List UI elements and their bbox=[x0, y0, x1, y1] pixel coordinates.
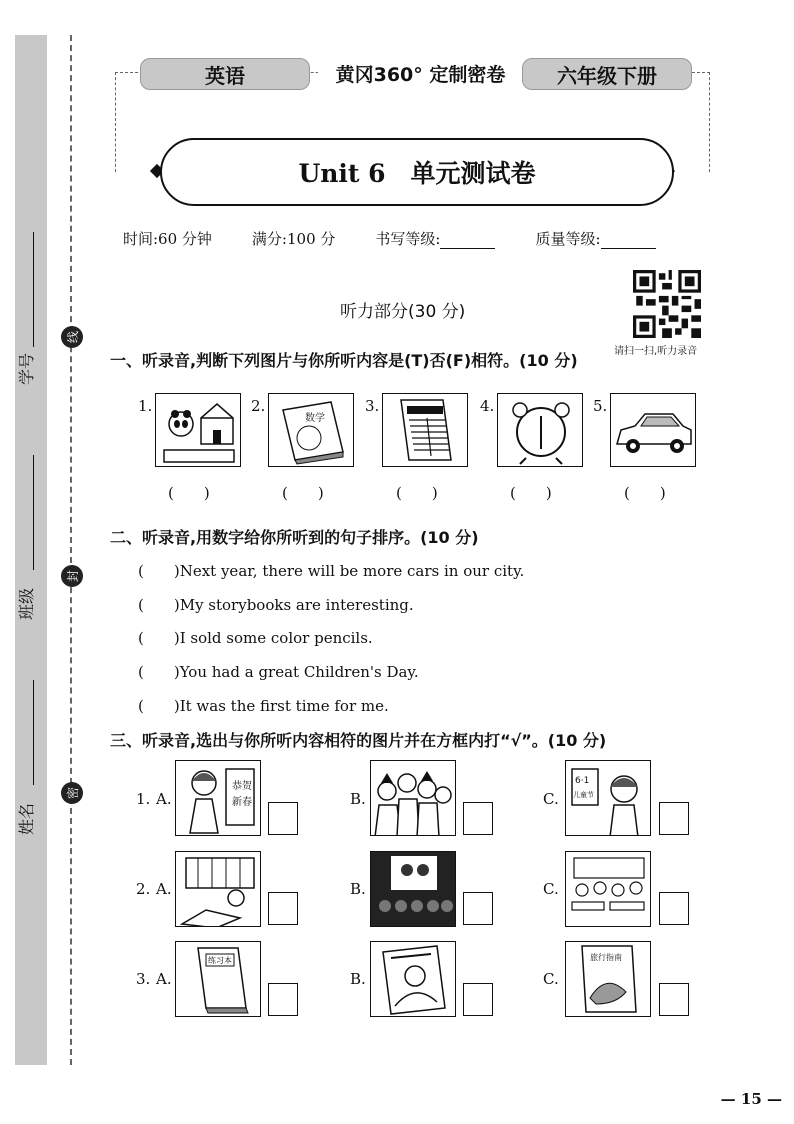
svg-text:儿童节: 儿童节 bbox=[573, 791, 594, 799]
s1-item1-num: 1. bbox=[138, 397, 153, 415]
math-book-text: 数学 bbox=[305, 413, 325, 424]
grade-pill bbox=[522, 58, 692, 90]
name-field bbox=[14, 802, 54, 995]
time-info: 时间:60 分钟 bbox=[123, 230, 212, 248]
s3-row2-c-label: C. bbox=[543, 880, 559, 898]
travel-guide-icon bbox=[565, 941, 651, 1017]
writing-grade-blank[interactable] bbox=[440, 228, 495, 249]
s1-item5-num: 5. bbox=[593, 397, 608, 415]
s1-item2-num: 2. bbox=[251, 397, 266, 415]
s1-item3-answer[interactable]: ( ) bbox=[396, 484, 438, 502]
qr-caption: 请扫一扫,听力录音 bbox=[614, 346, 698, 357]
quality-grade-label: 质量等级: bbox=[535, 230, 601, 248]
series-title: 黄冈360° 定制密卷 bbox=[318, 60, 523, 87]
s2-sentence-3[interactable]: ( )I sold some color pencils. bbox=[138, 629, 373, 647]
student-id-line bbox=[33, 232, 34, 347]
s3-row2-a-label: A. bbox=[156, 880, 172, 898]
s1-item4-num: 4. bbox=[480, 397, 495, 415]
student-id-field bbox=[14, 352, 54, 545]
s1-item1-answer[interactable]: ( ) bbox=[168, 484, 210, 502]
s2-sentence-1[interactable]: ( )Next year, there will be more cars in our city. bbox=[138, 562, 525, 580]
svg-text:恭贺: 恭贺 bbox=[232, 781, 252, 792]
car-icon bbox=[610, 393, 696, 467]
s3-row3-num: 3. bbox=[136, 970, 151, 988]
cinema-icon bbox=[370, 851, 456, 927]
score-info: 满分:100 分 bbox=[251, 230, 336, 248]
s1-item5-answer[interactable]: ( ) bbox=[624, 484, 666, 502]
classroom-icon bbox=[565, 851, 651, 927]
section1-title: 一、听录音,判断下列图片与你所听内容是(T)否(F)相符。(10 分) bbox=[110, 351, 578, 370]
svg-text:旅行指南: 旅行指南 bbox=[590, 953, 622, 962]
s3-row3-a-label: A. bbox=[156, 970, 172, 988]
s3-row3-b-checkbox[interactable] bbox=[463, 983, 493, 1016]
s3-row3-b-label: B. bbox=[350, 970, 366, 988]
s3-row2-c-checkbox[interactable] bbox=[659, 892, 689, 925]
girl-childrens-day-icon bbox=[565, 760, 651, 836]
s3-row3-c-checkbox[interactable] bbox=[659, 983, 689, 1016]
s2-sentence-4[interactable]: ( )You had a great Children's Day. bbox=[138, 663, 419, 681]
student-id-label: 学号 bbox=[17, 352, 36, 385]
exam-info bbox=[123, 228, 723, 249]
grade-label: 六年级下册 bbox=[557, 63, 657, 88]
girl-new-year-card-icon bbox=[175, 760, 261, 836]
writing-grade-label: 书写等级: bbox=[375, 230, 441, 248]
s1-item4-answer[interactable]: ( ) bbox=[510, 484, 552, 502]
s3-row3-a-checkbox[interactable] bbox=[268, 983, 298, 1016]
crowd-icon bbox=[370, 760, 456, 836]
s3-row2-a-checkbox[interactable] bbox=[268, 892, 298, 925]
math-book-icon bbox=[268, 393, 354, 467]
name-label: 姓名 bbox=[17, 802, 36, 835]
newspaper-icon bbox=[382, 393, 468, 467]
s3-row1-a-label: A. bbox=[156, 790, 172, 808]
section2-title: 二、听录音,用数字给你所听到的句子排序。(10 分) bbox=[110, 528, 479, 547]
exercise-book-icon bbox=[175, 941, 261, 1017]
unit-title-box bbox=[160, 138, 674, 206]
name-line bbox=[33, 680, 34, 785]
class-field bbox=[14, 587, 54, 780]
unit-title: Unit 6 单元测试卷 bbox=[298, 159, 536, 188]
cut-dashed-line bbox=[70, 35, 72, 1065]
section3-title: 三、听录音,选出与你所听内容相符的图片并在方框内打“√”。(10 分) bbox=[110, 731, 607, 750]
cut-secret-marker: 密 bbox=[61, 782, 83, 804]
s3-row3-c-label: C. bbox=[543, 970, 559, 988]
magazine-icon bbox=[370, 941, 456, 1017]
class-label: 班级 bbox=[17, 587, 36, 620]
subject-label: 英语 bbox=[205, 63, 245, 88]
s2-sentence-2[interactable]: ( )My storybooks are interesting. bbox=[138, 596, 414, 614]
cut-line-marker: 线 bbox=[61, 326, 83, 348]
s3-row1-c-checkbox[interactable] bbox=[659, 802, 689, 835]
s3-row1-b-checkbox[interactable] bbox=[463, 802, 493, 835]
s2-sentence-5[interactable]: ( )It was the first time for me. bbox=[138, 697, 389, 715]
s1-item2-answer[interactable]: ( ) bbox=[282, 484, 324, 502]
s3-row1-c-label: C. bbox=[543, 790, 559, 808]
s3-row1-b-label: B. bbox=[350, 790, 366, 808]
page-number: — 15 — bbox=[720, 1090, 782, 1108]
cut-seal-marker: 封 bbox=[61, 565, 83, 587]
s3-row1-num: 1. bbox=[136, 790, 151, 808]
s3-row2-b-checkbox[interactable] bbox=[463, 892, 493, 925]
alarm-clock-icon bbox=[497, 393, 583, 467]
panda-school-icon bbox=[155, 393, 241, 467]
svg-text:练习本: 练习本 bbox=[208, 956, 232, 965]
s3-row2-b-label: B. bbox=[350, 880, 366, 898]
s3-row2-num: 2. bbox=[136, 880, 151, 898]
quality-grade-blank[interactable] bbox=[601, 228, 656, 249]
s1-item3-num: 3. bbox=[365, 397, 380, 415]
s3-row1-a-checkbox[interactable] bbox=[268, 802, 298, 835]
qr-code-icon[interactable] bbox=[633, 270, 701, 338]
boy-reading-icon bbox=[175, 851, 261, 927]
svg-text:新春: 新春 bbox=[232, 797, 252, 808]
svg-text:6·1: 6·1 bbox=[575, 776, 590, 786]
listening-title: 听力部分(30 分) bbox=[340, 302, 466, 322]
subject-pill bbox=[140, 58, 310, 90]
class-line bbox=[33, 455, 34, 570]
